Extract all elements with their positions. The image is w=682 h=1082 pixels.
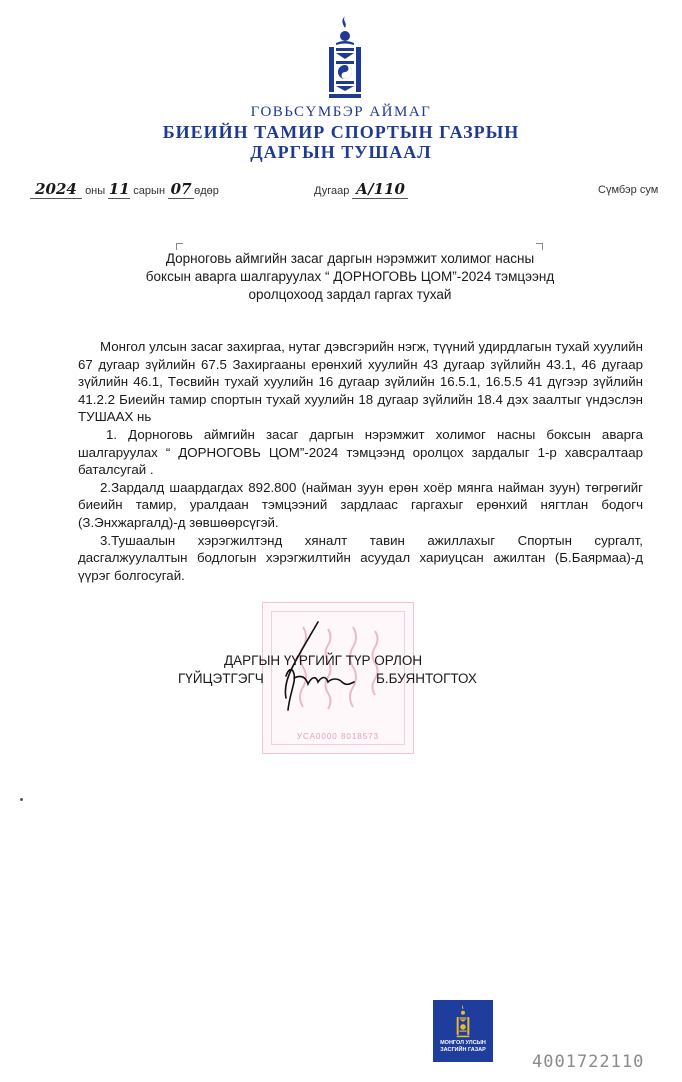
- order-number: А/110: [352, 180, 408, 199]
- government-emblem-icon: [454, 1004, 472, 1038]
- stamp-number: УСА0000 8018573: [296, 732, 380, 741]
- order-item-1: 1. Дорноговь аймгийн засаг даргын нэрэмжит холимог насны боксын аварга шалгаруулах “ ДОРНОГОВЬ ЦОМ”-2024 тэмцээнд оролцох зардалыг 1-р хавсралтаар баталсугай .: [78, 426, 643, 478]
- date-year: 2024: [30, 180, 82, 199]
- scan-dot: [20, 798, 23, 801]
- order-item-2: 2.Зардалд шаардагдах 892.800 (найман зуун ерөн хоёр мянга найман зуун) төгрөгийг биеийн тамир, уралдаан тэмцээний зардлаас гаргахыг ерөнхий нягтлан бодогч (З.Энхжаргалд)-д зөвшөөрсүгэй.: [78, 479, 643, 530]
- document-type: ДАРГЫН ТУШААЛ: [250, 142, 432, 162]
- logo-text-line-1: МОНГОЛ УЛСЫН: [440, 1040, 486, 1046]
- aimag-name: ГОВЬСҮМБЭР АЙМАГ: [250, 104, 432, 120]
- title-bracket-right: [536, 243, 543, 250]
- logo-text-line-2: ЗАСГИЙН ГАЗАР: [440, 1047, 486, 1053]
- document-serial-number: 4001722110: [532, 1052, 645, 1072]
- date-day-suffix: өдөр: [194, 185, 219, 197]
- title-bracket-left: [176, 243, 183, 250]
- preamble-paragraph: Монгол улсын засаг захиргаа, нутаг дэвсгэрийн нэгж, түүний удирдлагын тухай хуулийн 67 дугаар зүйлийн 67.5 Захиргааны ерөнхий хуулийн 43 дугаар зүйлийн 43.1, 46 дугаар зүйлийн 46.1, Төсвийн тухай хуулийн 16 дугаар зүйлийн 16.5.1, 16.5.5 41 дүгээр зүйлийн 41.2.2 Биеийн тамир спортын тухай хуулийн 18 дугаар зүйлийн 18.4 дэх заалтыг үндэслэн ТУШААХ нь: [78, 339, 643, 425]
- signatory-title-1: ДАРГЫН ҮҮРГИЙГ ТҮР ОРЛОН: [224, 653, 423, 668]
- date-month: 11: [108, 180, 130, 198]
- date-day: 07: [168, 180, 194, 199]
- order-number-line: [314, 180, 408, 199]
- organization-name: БИЕИЙН ТАМИР СПОРТЫН ГАЗРЫН: [162, 122, 520, 142]
- order-title: [90, 250, 610, 304]
- signatory-title-2: ГҮЙЦЭТГЭГЧ: [178, 671, 264, 686]
- date-month-suffix: сарын: [133, 185, 166, 197]
- order-number-label: Дугаар: [314, 185, 350, 197]
- order-body: [78, 338, 643, 584]
- date-year-suffix: оны: [85, 185, 106, 197]
- title-line-2: боксын аварга шалгаруулах “ ДОРНОГОВЬ ЦОМ”-2024 тэмцээнд: [145, 269, 555, 284]
- date-line: [30, 180, 219, 199]
- handwritten-signature-icon: [272, 618, 362, 718]
- title-line-3: оролцохоод зардал гаргах тухай: [248, 287, 452, 302]
- state-emblem-icon: [327, 14, 363, 100]
- government-logo: [433, 1000, 493, 1062]
- title-line-1: Дорноговь аймгийн засаг даргын нэрэмжит холимог насны: [165, 251, 535, 266]
- signatory-name: Б.БУЯНТОГТОХ: [376, 671, 477, 686]
- government-logo-text: [433, 1040, 493, 1054]
- location: Сүмбэр сум: [598, 184, 659, 196]
- order-item-3: 3.Тушаалын хэрэгжилтэнд хяналт тавин ажиллахыг Спортын сургалт, дасгалжуулалтын бодлогын хэрэгжилтийн асуудал хариуцсан ажилтан (Б.Баярмаа)-д үүрэг болгосугай.: [78, 532, 643, 583]
